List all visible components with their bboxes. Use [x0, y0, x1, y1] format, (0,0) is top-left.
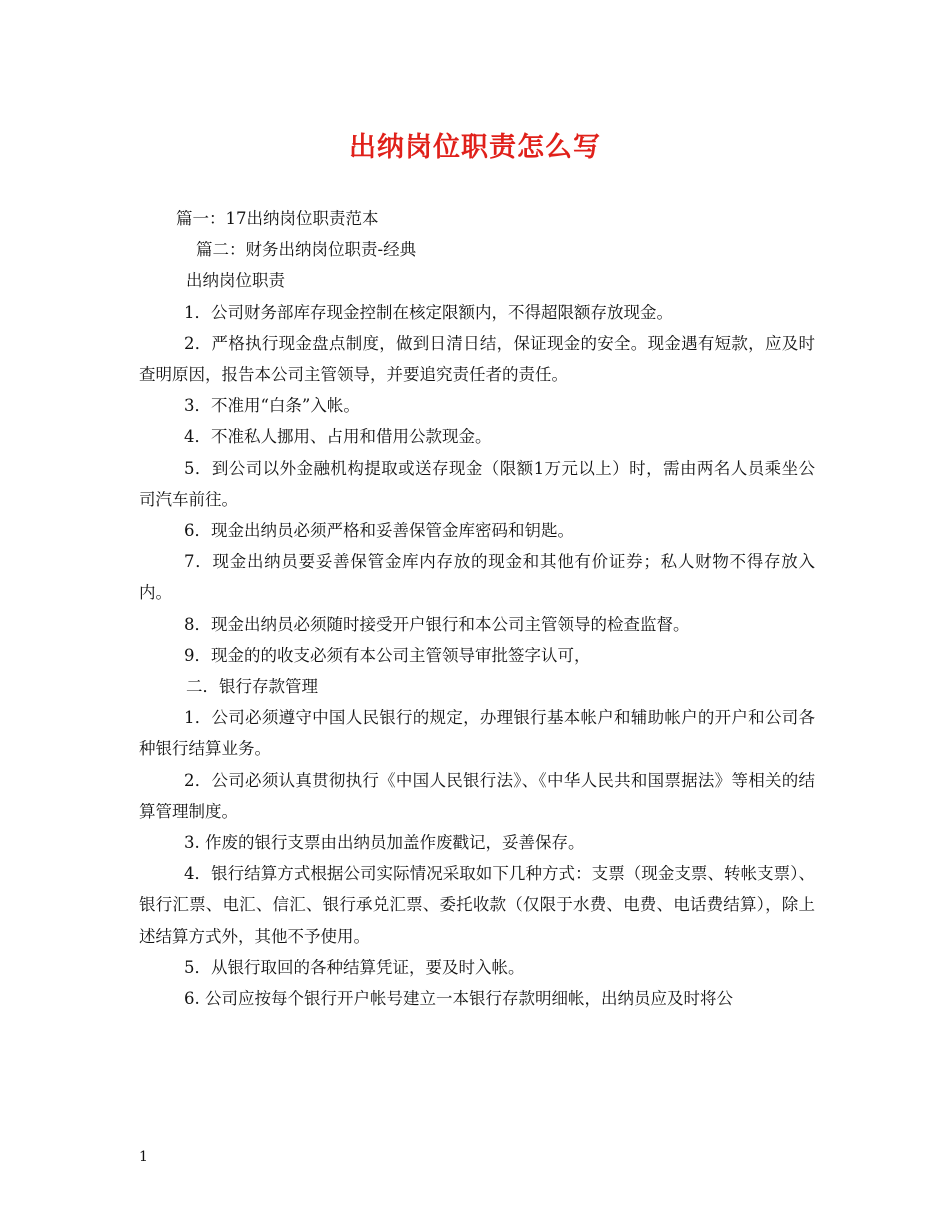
paragraph-bank-item-6: 6. 公司应按每个银行开户帐号建立一本银行存款明细帐，出纳员应及时将公	[184, 989, 733, 1009]
paragraph-item-9: 9．现金的的收支必须有本公司主管领导审批签字认可，	[184, 645, 591, 665]
paragraph-item-6: 6．现金出纳员必须严格和妥善保管金库密码和钥匙。	[184, 521, 574, 541]
paragraph-item-3: 3．不准用“白条”入帐。	[184, 396, 360, 416]
paragraph-heading-bank-deposit: 二．银行存款管理	[186, 677, 318, 697]
paragraph-bank-item-4: 4．银行结算方式根据公司实际情况采取如下几种方式：支票（现金支票、转帐支票）、银行汇票、电汇、信汇、银行承兑汇票、委托收款（仅限于水费、电费、电话费结算），除上述结算方式外，其他不予使用。	[139, 864, 815, 946]
paragraph-bank-item-5: 5．从银行取回的各种结算凭证，要及时入帐。	[184, 957, 525, 977]
paragraph-heading-cashier-duties: 出纳岗位职责	[186, 271, 285, 291]
paragraph-item-4: 4．不准私人挪用、占用和借用公款现金。	[184, 427, 492, 447]
paragraph-section-one: 篇一：17出纳岗位职责范本	[176, 209, 379, 228]
paragraph-item-5: 5．到公司以外金融机构提取或送存现金（限额1万元以上）时，需由两名人员乘坐公司汽车前往。	[139, 458, 815, 509]
paragraph-item-2: 2．严格执行现金盘点制度，做到日清日结，保证现金的安全。现金遇有短款，应及时查明原因，报告本公司主管领导，并要追究责任者的责任。	[139, 333, 815, 385]
document-title: 出纳岗位职责怎么写	[349, 132, 601, 163]
paragraph-bank-item-3: 3. 作废的银行支票由出纳员加盖作废戳记，妥善保存。	[184, 833, 585, 853]
paragraph-item-1: 1．公司财务部库存现金控制在核定限额内，不得超限额存放现金。	[184, 302, 673, 322]
paragraph-item-7: 7．现金出纳员要妥善保管金库内存放的现金和其他有价证券；私人财物不得存放入内。	[139, 552, 815, 603]
page-number: 1	[139, 1149, 148, 1165]
paragraph-section-two: 篇二：财务出纳岗位职责-经典	[196, 240, 417, 260]
document-body	[139, 203, 815, 1014]
paragraph-item-8: 8．现金出纳员必须随时接受开户银行和本公司主管领导的检查监督。	[184, 614, 690, 634]
paragraph-bank-item-2: 2．公司必须认真贯彻执行《中国人民银行法》、《中华人民共和国票据法》等相关的结算管理制度。	[139, 770, 815, 821]
paragraph-bank-item-1: 1．公司必须遵守中国人民银行的规定，办理银行基本帐户和辅助帐户的开户和公司各种银行结算业务。	[139, 708, 815, 759]
